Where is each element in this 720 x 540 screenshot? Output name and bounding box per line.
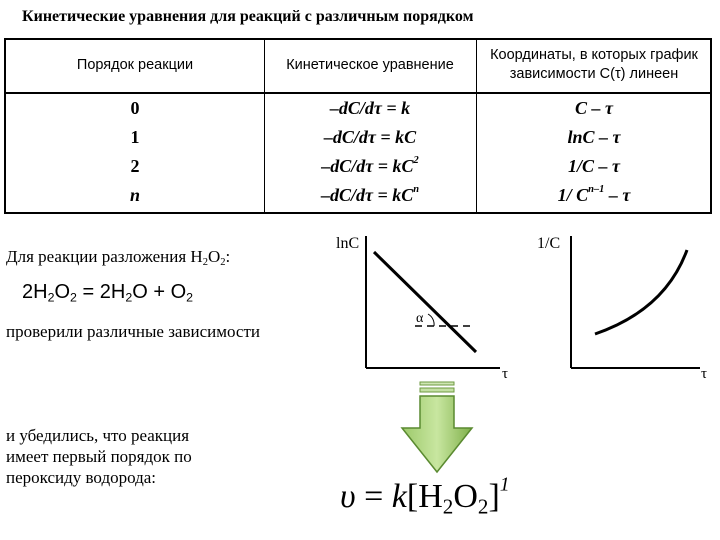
graph-lnC-ylabel: lnC [336, 235, 360, 252]
header-order: Порядок реакции [76, 57, 194, 73]
reaction-equation: $2H_2O_2 = 2H_2O + O_2$ [22, 281, 194, 305]
graph-1-over-C-curve [595, 250, 687, 334]
graph-lnC [330, 230, 520, 380]
header-coords-line1: Координаты, в которых график [490, 47, 698, 63]
graph-lnC-xlabel: τ [502, 366, 509, 380]
header-equation: Кинетическое уравнение [286, 57, 454, 73]
conclusion-text [6, 425, 192, 488]
graph-1-over-C [535, 230, 715, 380]
intro-text: Для реакции разложения $H_2O_2$: [6, 247, 231, 269]
page-title: Кинетические уравнения для реакций с различным порядком [22, 8, 474, 25]
row-2-order: 2 [130, 156, 140, 176]
row-2-equation: $-dC/d\tau = kC^2$ [321, 155, 419, 176]
row-0-order: 0 [130, 98, 140, 118]
row-3-coords: 1/ $C^{n-1}$ – τ [557, 184, 631, 205]
row-3-order: n [129, 185, 140, 205]
conclusion-line-1: и убедились, что реакция [6, 426, 190, 445]
graph-lnC-line [374, 252, 476, 352]
row-2-coords: 1/C – τ [568, 156, 620, 176]
graph-1-over-C-ylabel: 1/C [537, 235, 561, 252]
kinetics-table [4, 38, 712, 214]
down-arrow [396, 380, 478, 476]
header-coords [476, 46, 712, 84]
conclusion-line-2: имеет первый порядок по [6, 447, 192, 466]
row-1-equation: –dC/dτ = kC [323, 127, 417, 147]
row-0-coords: C – τ [575, 98, 613, 118]
header-divider [6, 92, 710, 94]
row-3-equation: $-dC/d\tau = kC^n$ [320, 184, 420, 205]
header-coords-line2: зависимости C(τ) линеен [509, 66, 679, 82]
graph-1-over-C-xlabel: τ [701, 366, 708, 380]
checked-text: проверили различные зависимости [6, 322, 260, 341]
graph-lnC-angle-label: α [416, 311, 424, 326]
row-1-order: 1 [130, 127, 140, 147]
row-1-coords: lnC – τ [567, 127, 621, 147]
row-0-equation: –dC/dτ = k [329, 98, 411, 118]
rate-law: $\upsilon = k[H_2O_2]^1$ [340, 473, 510, 519]
conclusion-line-3: пероксиду водорода: [6, 468, 157, 487]
graph-lnC-angle-arc [428, 314, 434, 326]
